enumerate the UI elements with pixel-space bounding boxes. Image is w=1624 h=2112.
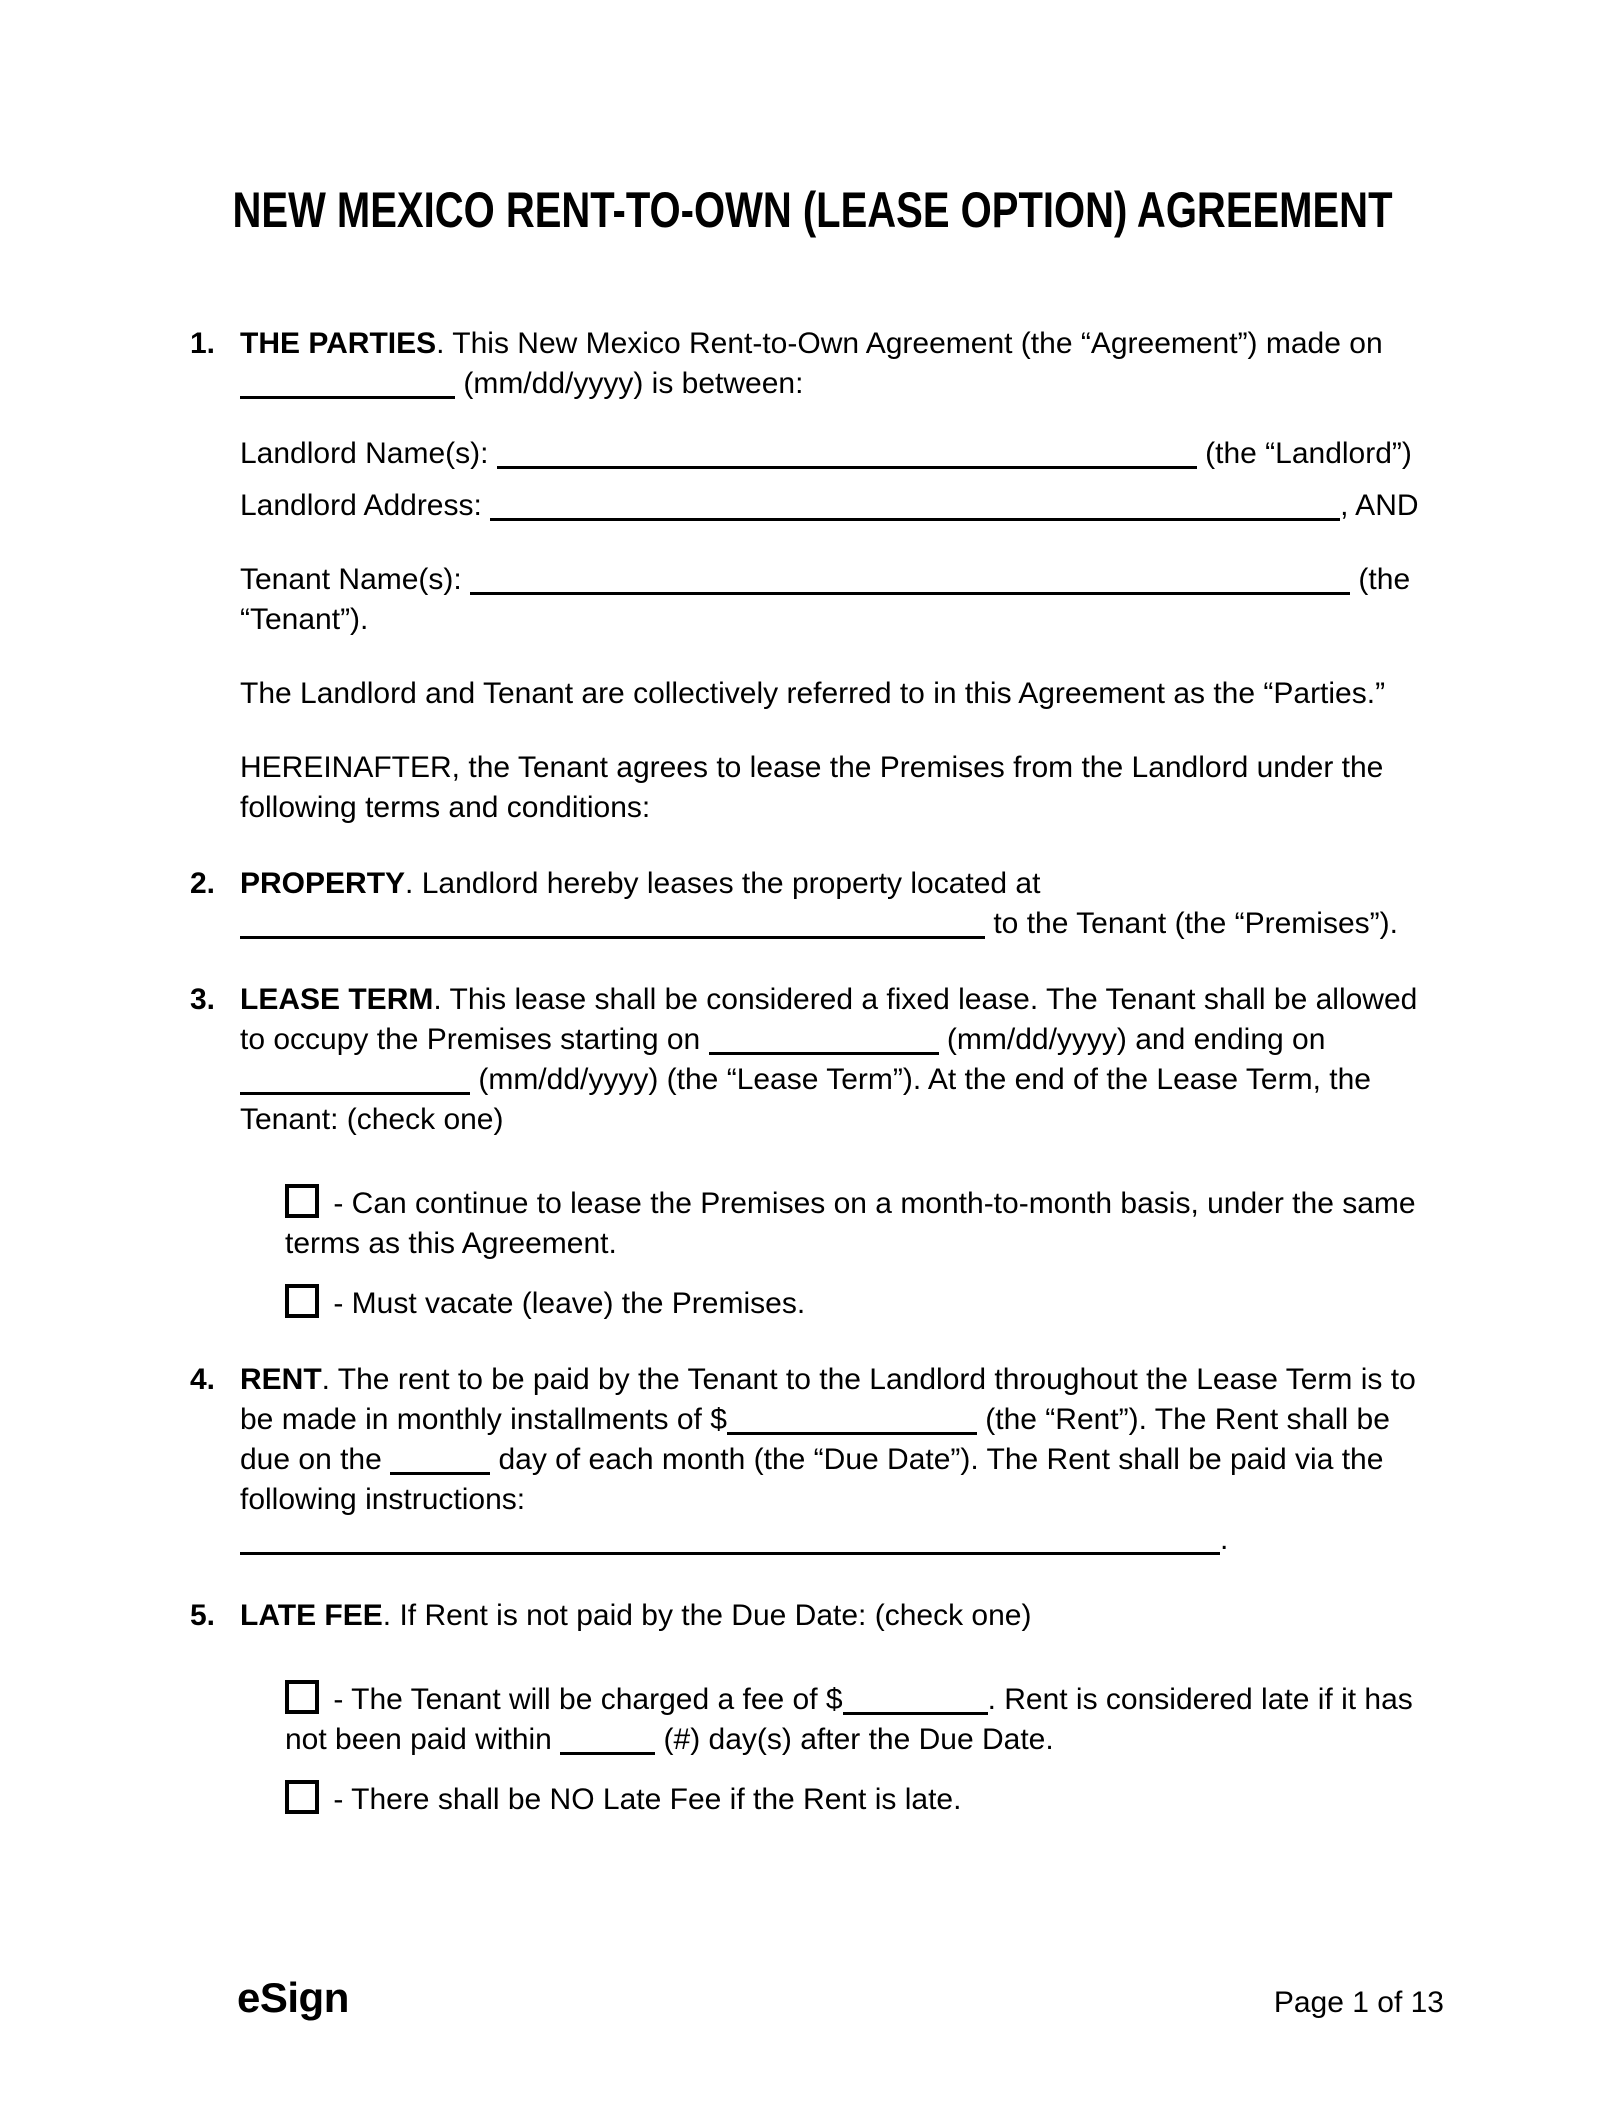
- text-run: to the Tenant (the “Premises”).: [985, 907, 1398, 940]
- section-heading: PROPERTY: [240, 867, 406, 900]
- esign-logo: eSign: [237, 1974, 349, 2021]
- text-run: . Landlord hereby leases the property located at: [405, 867, 1041, 900]
- paragraph: [240, 324, 1434, 404]
- document-body: [190, 324, 1434, 1820]
- page-footer: [190, 1974, 1444, 2023]
- section-heading: RENT: [240, 1363, 322, 1396]
- section-number: 3.: [190, 983, 216, 1016]
- section-heading: THE PARTIES: [240, 327, 437, 360]
- fill-in-blank[interactable]: [240, 1092, 470, 1095]
- checkbox[interactable]: [285, 1780, 319, 1814]
- text-run: (the “Landlord”): [1196, 437, 1412, 470]
- text-run: . If Rent is not paid by the Due Date: (check one): [382, 1599, 1032, 1632]
- document-title: [190, 184, 1434, 236]
- fill-in-blank[interactable]: [390, 1472, 490, 1475]
- section-5: [190, 1596, 1434, 1820]
- text-run: . This lease shall be considered a fixed lease. The Tenant shall be allowed to occupy the Premises starting on: [240, 983, 1418, 1056]
- section-content: [240, 1360, 1434, 1560]
- text-run: (the “Tenant”).: [240, 563, 1411, 636]
- text-run: - The Tenant will be charged a fee of $: [325, 1683, 843, 1716]
- checkbox[interactable]: [285, 1184, 319, 1218]
- section-number: 5.: [190, 1599, 216, 1632]
- paragraph: [240, 980, 1434, 1140]
- paragraph: [240, 434, 1434, 474]
- checkbox-option: [285, 1184, 1434, 1264]
- section-content: [240, 1596, 1434, 1820]
- text-run: The Landlord and Tenant are collectively referred to in this Agreement as the “Parties.”: [240, 677, 1386, 710]
- paragraph: [240, 674, 1434, 714]
- document-title-text: NEW MEXICO RENT-TO-OWN (LEASE OPTION) AGREEMENT: [232, 182, 1392, 238]
- text-run: Landlord Name(s):: [240, 437, 497, 470]
- checkbox-option: [285, 1284, 1434, 1324]
- section-2: [190, 864, 1434, 944]
- section-content: [240, 864, 1434, 944]
- text-run: (mm/dd/yyyy) (the “Lease Term”). At the end of the Lease Term, the Tenant: (check one): [240, 1063, 1371, 1136]
- section-heading: LEASE TERM: [240, 983, 434, 1016]
- section-number: 1.: [190, 327, 216, 360]
- text-run: . Rent is considered late if it has not been paid within: [285, 1683, 1413, 1756]
- paragraph: [240, 1360, 1434, 1560]
- fill-in-blank[interactable]: [497, 466, 1197, 469]
- text-run: - Must vacate (leave) the Premises.: [325, 1287, 806, 1320]
- text-run: . This New Mexico Rent-to-Own Agreement (the “Agreement”) made on: [436, 327, 1383, 360]
- fill-in-blank[interactable]: [240, 1552, 1220, 1555]
- fill-in-blank[interactable]: [709, 1052, 939, 1055]
- section-heading: LATE FEE: [240, 1599, 383, 1632]
- text-run: Tenant Name(s):: [240, 563, 471, 596]
- paragraph: [240, 864, 1434, 944]
- section-4: [190, 1360, 1434, 1560]
- text-run: . The rent to be paid by the Tenant to the Landlord throughout the Lease Term is to be made in monthly installments of $: [240, 1363, 1416, 1436]
- text-run: .: [1220, 1523, 1229, 1556]
- paragraph: [240, 1596, 1434, 1636]
- page-number: Page 1 of 13: [1273, 1986, 1444, 2019]
- fill-in-blank[interactable]: [727, 1432, 977, 1435]
- section-3: [190, 980, 1434, 1324]
- text-run: - Can continue to lease the Premises on a month-to-month basis, under the same terms as this Agreement.: [285, 1187, 1416, 1260]
- section-number: 4.: [190, 1363, 216, 1396]
- text-run: (mm/dd/yyyy) is between:: [455, 367, 804, 400]
- section-number: 2.: [190, 867, 216, 900]
- fill-in-blank[interactable]: [490, 518, 1340, 521]
- checkbox[interactable]: [285, 1680, 319, 1714]
- checkbox-option: [285, 1680, 1434, 1760]
- fill-in-blank[interactable]: [470, 592, 1350, 595]
- fill-in-blank[interactable]: [240, 396, 455, 399]
- fill-in-blank[interactable]: [560, 1752, 655, 1755]
- section-content: [240, 324, 1434, 828]
- paragraph: [240, 486, 1434, 526]
- text-run: (the “Rent”). The Rent shall be due on the: [240, 1403, 1390, 1476]
- text-run: Landlord Address:: [240, 489, 491, 522]
- text-run: , AND: [1340, 489, 1419, 522]
- text-run: HEREINAFTER, the Tenant agrees to lease the Premises from the Landlord under the following terms and conditions:: [240, 751, 1384, 824]
- text-run: - There shall be NO Late Fee if the Rent is late.: [325, 1783, 962, 1816]
- checkbox[interactable]: [285, 1284, 319, 1318]
- fill-in-blank[interactable]: [843, 1712, 988, 1715]
- fill-in-blank[interactable]: [240, 936, 985, 939]
- checkbox-option: [285, 1780, 1434, 1820]
- paragraph: [240, 560, 1434, 640]
- paragraph: [240, 748, 1434, 828]
- section-1: [190, 324, 1434, 828]
- text-run: (mm/dd/yyyy) and ending on: [938, 1023, 1326, 1056]
- section-content: [240, 980, 1434, 1324]
- text-run: (#) day(s) after the Due Date.: [655, 1723, 1054, 1756]
- text-run: day of each month (the “Due Date”). The Rent shall be paid via the following instructions:: [240, 1443, 1384, 1516]
